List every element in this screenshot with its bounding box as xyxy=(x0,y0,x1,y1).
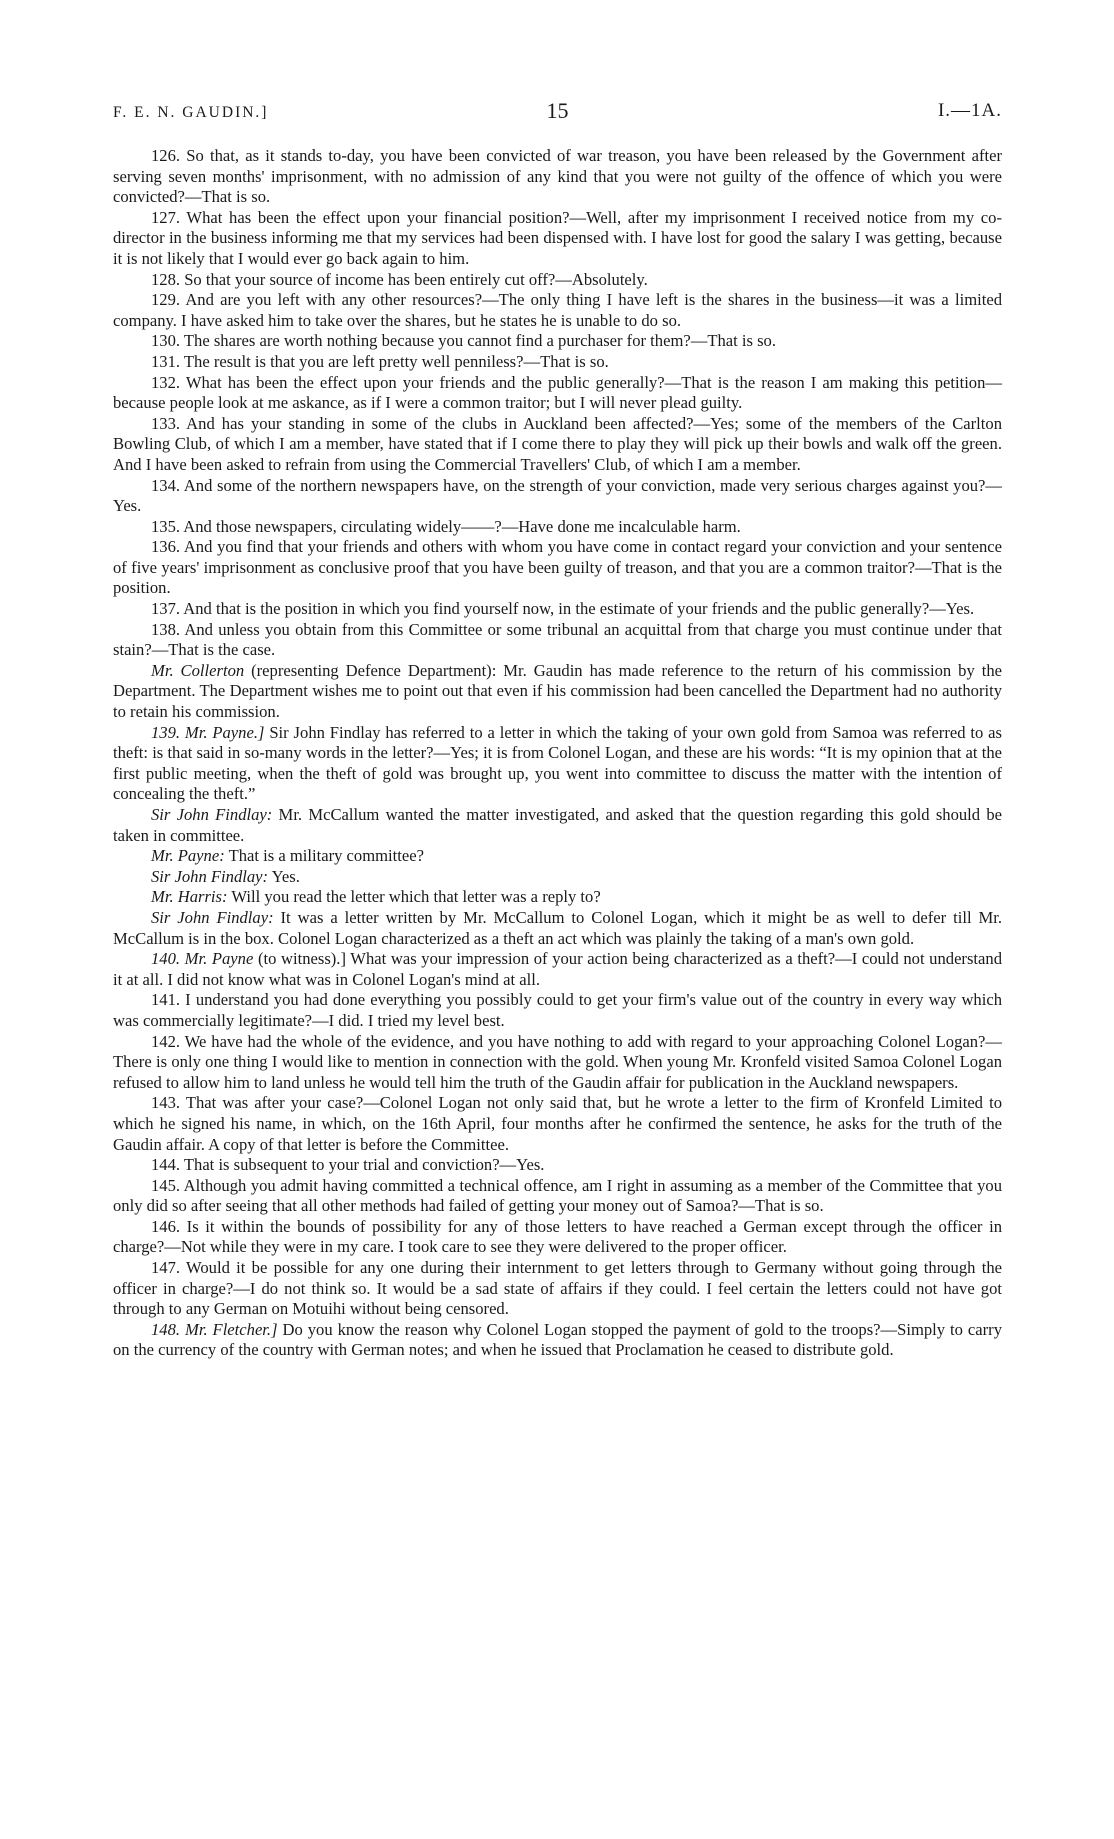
speaker-label: 139. Mr. Payne.] xyxy=(151,722,265,742)
testimony-paragraph xyxy=(113,208,1002,270)
paragraph-text: 146. Is it within the bounds of possibility for any of those letters to have reached a German except through the officer in charge?—Not while they were in my care. I took care to see they were delivered to the proper officer. xyxy=(113,1216,1002,1257)
testimony-paragraph xyxy=(113,1093,1002,1155)
paragraph-text: 147. Would it be possible for any one during their internment to get letters through to Germany without going through the officer in charge?—I do not think so. It would be a sad state of affairs if they could. I feel certain the letters could not have got through to any German on Motuihi without being censored. xyxy=(113,1258,1002,1319)
paragraph-text: 134. And some of the northern newspapers have, on the strength of your conviction, made very serious charges against you?—Yes. xyxy=(113,475,1002,516)
paragraph-text: 143. That was after your case?—Colonel Logan not only said that, but he wrote a letter to the firm of Kronfeld Limited to which he signed his name, in which, on the 16th April, four months after he confirmed the sentence, he asks for the truth of the Gaudin affair. A copy of that letter is before the Committee. xyxy=(113,1093,1002,1154)
testimony-paragraph xyxy=(113,476,1002,517)
testimony-paragraph xyxy=(113,949,1002,990)
testimony-paragraph xyxy=(113,517,1002,538)
speaker-label: Mr. Payne: xyxy=(151,846,225,866)
testimony-paragraph xyxy=(113,414,1002,476)
testimony-paragraph xyxy=(113,599,1002,620)
testimony-paragraph xyxy=(113,537,1002,599)
paragraph-text: 133. And has your standing in some of the clubs in Auckland been affected?—Yes; some of the members of the Carlton Bowling Club, of which I am a member, have stated that if I come there to play they will pick up their bowls and walk off the green. And I have been asked to refrain from using the Commercial Travellers' Club, of which I am a member. xyxy=(113,413,1002,474)
paragraph-text: 131. The result is that you are left pretty well penniless?—That is so. xyxy=(151,351,609,371)
testimony-paragraph xyxy=(113,990,1002,1031)
page-header xyxy=(113,98,1002,140)
testimony-paragraph xyxy=(113,805,1002,846)
speaker-label: Sir John Findlay: xyxy=(151,907,274,927)
speaker-label: Sir John Findlay: xyxy=(151,866,269,886)
document-reference: I.—1A. xyxy=(937,100,1002,121)
paragraph-text: 145. Although you admit having committed a technical offence, am I right in assuming as a member of the Committee that you only did so after seeing that all other methods had failed of getting your money out of Samoa?—That is so. xyxy=(113,1175,1002,1216)
testimony-paragraph xyxy=(113,1258,1002,1320)
testimony-paragraph xyxy=(113,1320,1002,1361)
paragraph-text: 126. So that, as it stands to-day, you have been convicted of war treason, you have been released by the Government after serving seven months' imprisonment, with no admission of any kind that you were not guilty of the offence of which you were convicted?—That is so. xyxy=(113,146,1002,207)
testimony-paragraph xyxy=(113,1155,1002,1176)
testimony-paragraph xyxy=(113,331,1002,352)
testimony-paragraph xyxy=(113,867,1002,888)
testimony-paragraph xyxy=(113,373,1002,414)
paragraph-text: (to witness).] What was your impression of your action being characterized as a theft?—I could not understand it at all. I did not know what was in Colonel Logan's mind at all. xyxy=(113,949,1002,989)
testimony-paragraph xyxy=(113,352,1002,373)
testimony-paragraph xyxy=(113,146,1002,208)
paragraph-text: 141. I understand you had done everything you possibly could to get your firm's value out of the country in every way which was commercially legitimate?—I did. I tried my level best. xyxy=(113,990,1002,1030)
paragraph-text: That is a military committee? xyxy=(224,846,424,866)
testimony-paragraph xyxy=(113,887,1002,908)
paragraph-text: Sir John Findlay has referred to a letter in which the taking of your own gold from Samoa was referred to as theft: is that said in so-many words in the letter?—Yes; it is from Colonel Logan, and these are his words: “It is my opinion that at the first public meeting, when the theft of gold was brought up, you went into committee to discuss the matter with the intention of concealing the theft.” xyxy=(113,722,1002,804)
evidence-body xyxy=(113,146,1002,1361)
speaker-label: 140. Mr. Payne xyxy=(151,949,254,969)
speaker-label: Sir John Findlay: xyxy=(151,805,273,824)
testimony-paragraph xyxy=(113,661,1002,723)
paragraph-text: 127. What has been the effect upon your financial position?—Well, after my imprisonment I received notice from my co-director in the business informing me that my services had been dispensed with. I have lost for good the salary I was getting, because it is not likely that I would ever go back again to him. xyxy=(113,207,1002,268)
testimony-paragraph xyxy=(113,290,1002,331)
paragraph-text: 137. And that is the position in which you find yourself now, in the estimate of your friends and the public generally?—Yes. xyxy=(151,599,975,619)
testimony-paragraph xyxy=(113,1176,1002,1217)
paragraph-text: Yes. xyxy=(268,866,300,886)
testimony-paragraph xyxy=(113,1032,1002,1094)
testimony-paragraph xyxy=(113,846,1002,867)
paragraph-text: 144. That is subsequent to your trial and conviction?—Yes. xyxy=(151,1155,545,1175)
paragraph-text: Mr. McCallum wanted the matter investigated, and asked that the question regarding this gold should be taken in committee. xyxy=(113,805,1002,845)
speaker-label: 148. Mr. Fletcher.] xyxy=(151,1319,278,1339)
paragraph-text: 136. And you find that your friends and others with whom you have come in contact regard your conviction and your sentence of five years' imprisonment as conclusive proof that you have been guilty of treason, and that you are a common traitor?—That is the position. xyxy=(113,537,1002,598)
header-witness-name: F. E. N. GAUDIN.] xyxy=(113,104,269,121)
paragraph-text: 132. What has been the effect upon your friends and the public generally?—That is the reason I am making this petition—because people look at me askance, as if I were a common traitor; but I will never plead guilty. xyxy=(113,372,1002,413)
speaker-label: Mr. Collerton xyxy=(151,660,245,680)
paragraph-text: It was a letter written by Mr. McCallum to Colonel Logan, which it might be as well to defer till Mr. McCallum is in the box. Colonel Logan characterized as a theft an act which was plainly the taking of a man's own gold. xyxy=(113,907,1002,948)
testimony-paragraph xyxy=(113,1217,1002,1258)
speaker-label: Mr. Harris: xyxy=(151,887,228,907)
paragraph-text: Do you know the reason why Colonel Logan stopped the payment of gold to the troops?—Simply to carry on the currency of the country with German notes; and when he issued that Proclamation he ceased to distribute gold. xyxy=(113,1319,1002,1360)
paragraph-text: 138. And unless you obtain from this Committee or some tribunal an acquittal from that charge you must continue under that stain?—That is the case. xyxy=(113,619,1002,660)
paragraph-text: (representing Defence Department): Mr. Gaudin has made reference to the return of his commission by the Department. The Department wishes me to point out that even if his commission had been cancelled the Department had no authority to retain his commission. xyxy=(113,660,1002,722)
paragraph-text: 128. So that your source of income has been entirely cut off?—Absolutely. xyxy=(151,269,648,289)
testimony-paragraph xyxy=(113,723,1002,805)
testimony-paragraph xyxy=(113,270,1002,291)
paragraph-text: 130. The shares are worth nothing because you cannot find a purchaser for them?—That is so. xyxy=(151,331,776,351)
testimony-paragraph xyxy=(113,908,1002,949)
paragraph-text: 135. And those newspapers, circulating widely——?—Have done me incalculable harm. xyxy=(151,516,741,536)
paragraph-text: Will you read the letter which that letter was a reply to? xyxy=(227,887,601,907)
testimony-paragraph xyxy=(113,620,1002,661)
page-number: 15 xyxy=(546,98,569,123)
paragraph-text: 142. We have had the whole of the evidence, and you have nothing to add with regard to your approaching Colonel Logan?—There is only one thing I would like to mention in connection with the gold. When young Mr. Kronfeld visited Samoa Colonel Logan refused to allow him to land unless he would tell him the truth of the Gaudin affair for publication in the Auckland newspapers. xyxy=(113,1031,1002,1092)
paragraph-text: 129. And are you left with any other resources?—The only thing I have left is the shares in the business—it was a limited company. I have asked him to take over the shares, but he states he is unable to do so. xyxy=(113,290,1002,330)
